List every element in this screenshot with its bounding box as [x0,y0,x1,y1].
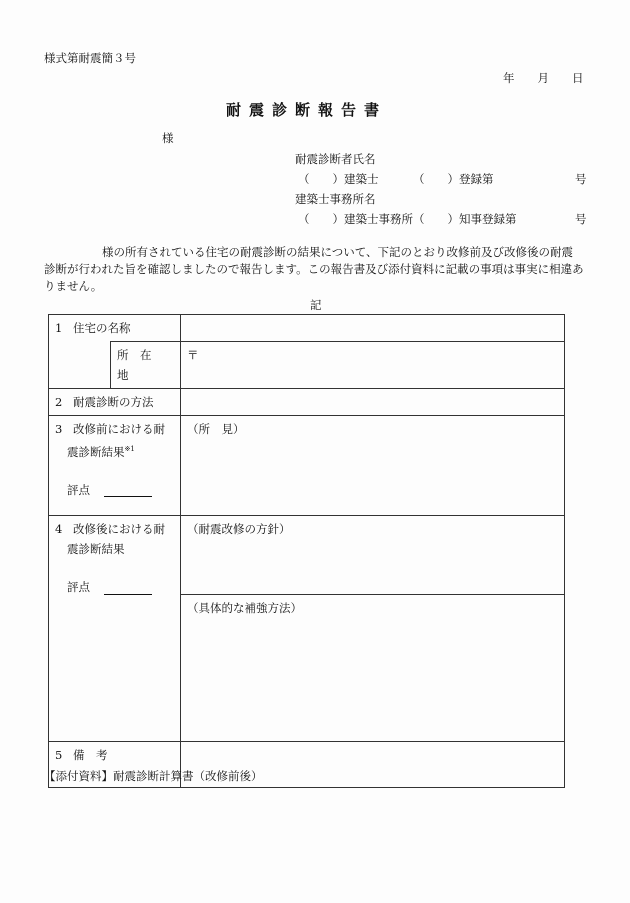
table-row [49,389,565,416]
house-name-label [49,315,181,342]
diagnostician-license: （ ）建築士 [298,172,379,186]
row-label: 住宅の名称 [73,321,131,335]
row-label: 改修前における耐 [73,422,165,436]
row-number: 3 [55,422,63,436]
location-label: 所 在 地 [111,342,181,389]
footnote-mark: ※1 [124,445,135,453]
method-value [181,389,565,416]
blank-cell [49,342,111,389]
row-number: 2 [55,395,63,409]
page-title: 耐震診断報告書 [226,101,388,119]
diagnostician-name-label: 耐震診断者氏名 [295,152,376,166]
score-blank[interactable] [104,582,152,595]
date-line: 年 月 日 [503,71,584,85]
office-name-label: 建築士事務所名 [295,192,376,206]
location-value: 〒 [181,342,565,389]
table-row [49,315,565,342]
score-blank[interactable] [104,484,152,497]
row-label: 耐震診断の方法 [73,395,154,409]
score-label: 評点 [67,482,90,497]
row-label: 震診断結果 [67,542,125,556]
pre-retrofit-label [49,416,181,516]
row-label: 備 考 [73,748,108,762]
report-table [48,314,565,788]
row-label: 震診断結果 [67,444,125,459]
form-number: 様式第耐震簡３号 [44,51,136,65]
addressee-suffix: 様 [162,131,174,145]
office-registration: （ ）建築士事務所（ ）知事登録第 [298,212,517,226]
table-row [49,516,565,595]
attachment-note: 【添付資料】耐震診断計算書（改修前後） [44,769,263,783]
score-label: 評点 [67,580,90,594]
method-label [49,389,181,416]
row-number: 5 [55,748,63,762]
table-row [49,342,565,389]
row-number: 1 [55,321,63,335]
row-number: 4 [55,522,63,536]
diagnostician-number-suffix: 号 [575,172,587,186]
table-row [49,416,565,516]
row-label: 改修後における耐 [73,522,165,536]
post-retrofit-label [49,516,181,742]
house-name-value [181,315,565,342]
office-number-suffix: 号 [575,212,587,226]
body-paragraph: 様の所有されている住宅の耐震診断の結果について、下記のとおり改修前及び改修後の耐震診断が行われた旨を確認しましたので報告します。この報告書及び添付資料に記載の事項は事実に相違ありません。 [44,245,584,293]
retrofit-policy-cell: （耐震改修の方針） [181,516,565,595]
reinforcement-method-cell: （具体的な補強方法） [181,595,565,742]
findings-cell: （所 見） [181,416,565,516]
ki-label: 記 [310,298,322,312]
diagnostician-registration: （ ）登録第 [413,172,494,186]
